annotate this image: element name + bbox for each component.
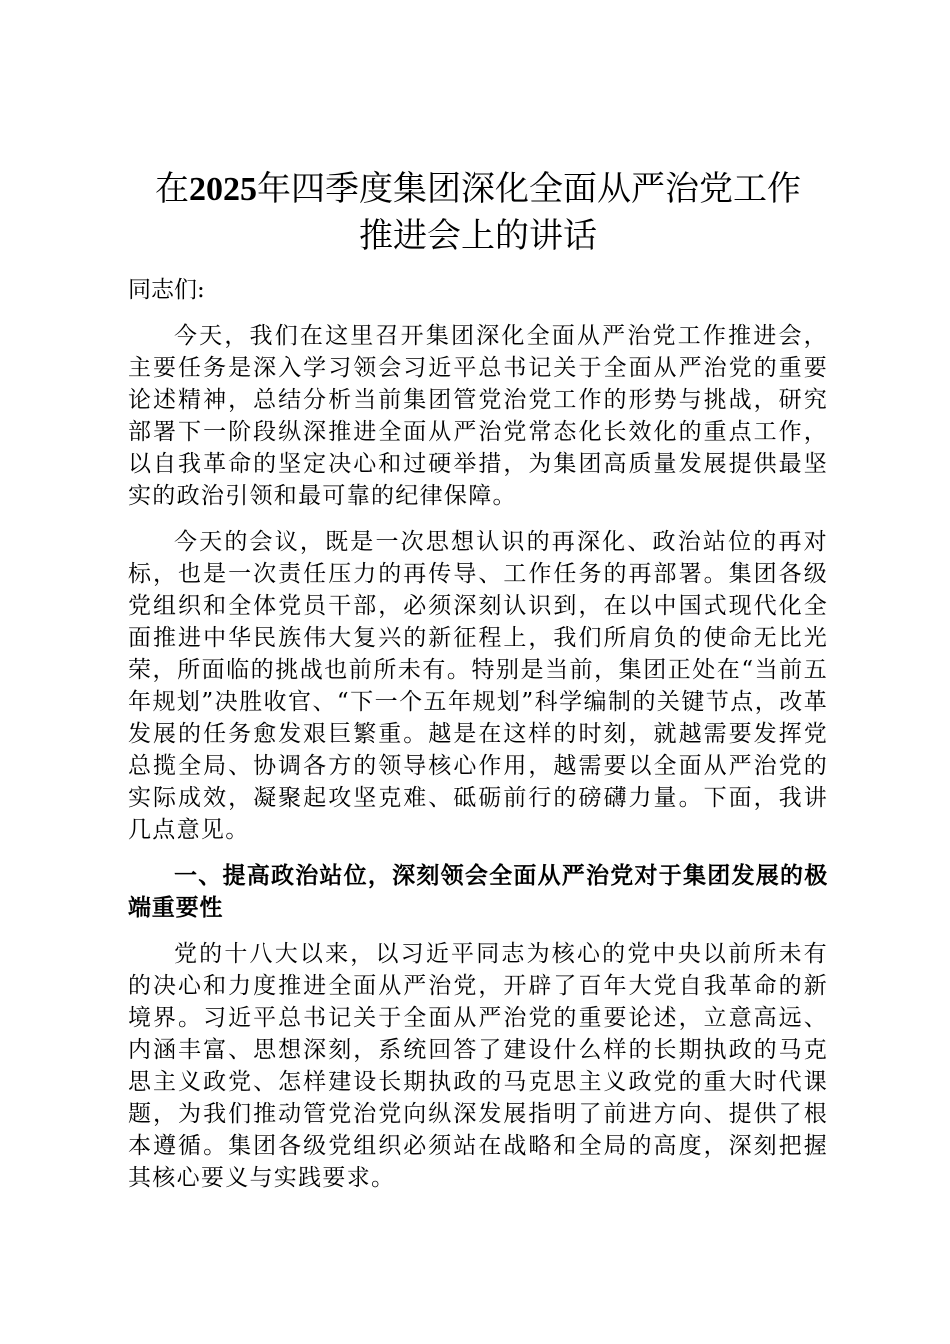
document-title <box>128 166 828 260</box>
title-line2: 推进会上的讲话 <box>359 216 597 256</box>
title-year: 2025 <box>189 171 257 208</box>
section-heading-1: 一、提高政治站位，深刻领会全面从严治党对于集团发展的极端重要性 <box>128 862 828 921</box>
document-page <box>128 166 828 1194</box>
title-line1-rest: 年四季度集团深化全面从严治党工作 <box>257 169 801 209</box>
title-prefix: 在 <box>155 169 189 209</box>
paragraph-meeting-significance: 今天的会议，既是一次思想认识的再深化、政治站位的再对标，也是一次责任压力的再传导、工作任务的再部署。集团各级党组织和全体党员干部，必须深刻认识到，在以中国式现代化全面推进中华民族伟大复兴的新征程上，我们所肩负的使命无比光荣，所面临的挑战也前所未有。特别是当前，集团正处在“当前五年规划”决胜收官、“下一个五年规划”科学编制的关键节点，改革发展的任务愈发艰巨繁重。越是在这样的时刻，就越需要发挥党总揽全局、协调各方的领导核心作用，越需要以全面从严治党的实际成效，凝聚起攻坚克难、砥砺前行的磅礴力量。下面，我讲几点意见。 <box>128 529 828 843</box>
salutation: 同志们: <box>128 277 205 303</box>
paragraph-opening: 今天，我们在这里召开集团深化全面从严治党工作推进会，主要任务是深入学习领会习近平总书记关于全面从严治党的重要论述精神，总结分析当前集团管党治党工作的形势与挑战，研究部署下一阶段纵深推进全面从严治党常态化长效化的重点工作，以自我革命的坚定决心和过硬举措，为集团高质量发展提供最坚实的政治引领和最可靠的纪律保障。 <box>128 323 828 509</box>
paragraph-section1-body: 党的十八大以来，以习近平同志为核心的党中央以前所未有的决心和力度推进全面从严治党，开辟了百年大党自我革命的新境界。习近平总书记关于全面从严治党的重要论述，立意高远、内涵丰富、思想深刻，系统回答了建设什么样的长期执政的马克思主义政党、怎样建设长期执政的马克思主义政党的重大时代课题，为我们推动管党治党向纵深发展指明了前进方向、提供了根本遵循。集团各级党组织必须站在战略和全局的高度，深刻把握其核心要义与实践要求。 <box>128 941 828 1191</box>
